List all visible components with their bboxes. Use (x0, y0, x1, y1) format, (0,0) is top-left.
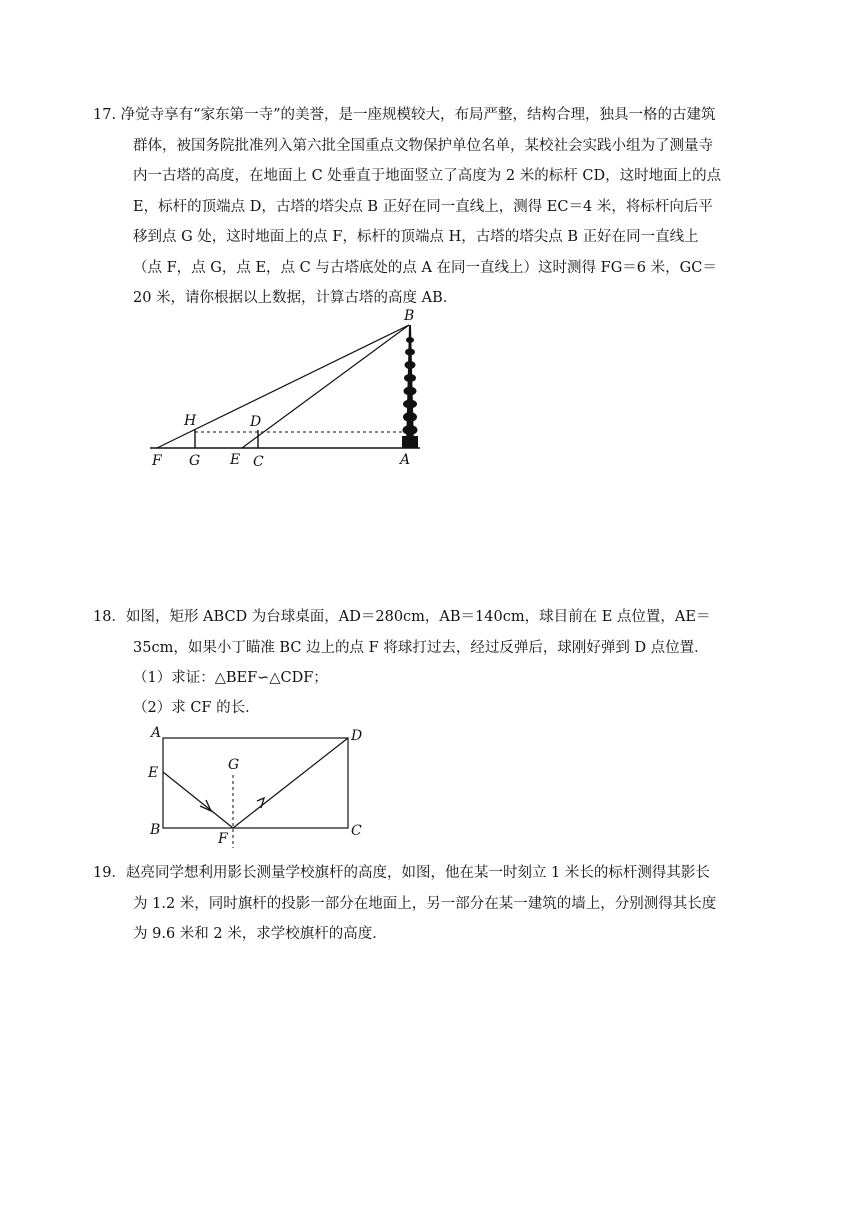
label-G: G (228, 757, 240, 773)
problem-19 (93, 858, 723, 950)
path-ef (163, 772, 233, 828)
problem-number: 18． (93, 609, 126, 625)
label-E: E (148, 765, 159, 781)
problem-18-sub1 (133, 663, 723, 694)
problem-18-text (93, 602, 723, 663)
problem-number: 17. (93, 107, 117, 123)
label-F: F (218, 831, 228, 847)
label-H: H (184, 413, 197, 429)
sub-question-2: （2）求 CF 的长． (133, 700, 260, 716)
label-G: G (189, 453, 201, 469)
label-D: D (250, 414, 262, 430)
problem-19-text (93, 858, 723, 950)
label-C: C (351, 823, 362, 839)
problem-body: 净觉寺享有“家东第一寺”的美誉，是一座规模较大，布局严整，结构合理，独具一格的古建筑群体，被国务院批准列入第六批全国重点文物保护单位名单，某校社会实践小组为了测量寺内一古塔的高度，在地面上 C 处垂直于地面竖立了高度为 2 米的标杆 CD，这时地面上的点 E，标杆的顶端点 D，古塔的塔尖点 B 正好在同一直线上，测得 EC＝4 米，将标杆向后平移到点 G 处，这时地面上的点 F，标杆的顶端点 H，古塔的塔尖点 B 正好在同一直线上（点 F，点 G，点 E，点 C 与古塔底处的点 A 在同一直线上）这时测得 FG＝6 米，GC＝20 米，请你根据以上数据，计算古塔的高度 AB． (120, 107, 722, 306)
label-E: E (230, 452, 241, 468)
table-rect (163, 738, 348, 828)
label-A: A (151, 725, 162, 741)
path-fd (233, 738, 348, 828)
problem-18 (93, 602, 723, 663)
label-D: D (351, 728, 363, 744)
label-B: B (150, 822, 161, 838)
pagoda-icon (402, 325, 418, 448)
sight-line-fb (157, 325, 409, 448)
sight-line-eb (242, 325, 409, 448)
label-A: A (400, 452, 411, 468)
problem-18-sub2 (133, 693, 723, 724)
problem-number: 19． (93, 865, 126, 881)
problem-body: 如图，矩形 ABCD 为台球桌面，AD＝280cm，AB＝140cm，球目前在 E 点位置，AE＝35cm，如果小丁瞄准 BC 边上的点 F 将球打过去，经过反弹后，球刚好弹到 D 点位置． (125, 609, 711, 656)
label-C: C (253, 454, 264, 470)
label-F: F (152, 453, 162, 469)
billiard-figure (147, 725, 362, 848)
problem-body: 赵亮同学想利用影长测量学校旗杆的高度，如图，他在某一时刻立 1 米长的标杆测得其影长为 1.2 米，同时旗杆的投影一部分在地面上，另一部分在某一建筑的墙上，分别测得其长度为 9.6 米和 2 米，求学校旗杆的高度． (125, 865, 717, 942)
sub-question-1: （1）求证：△BEF∽△CDF； (133, 670, 328, 686)
label-B: B (404, 308, 415, 324)
